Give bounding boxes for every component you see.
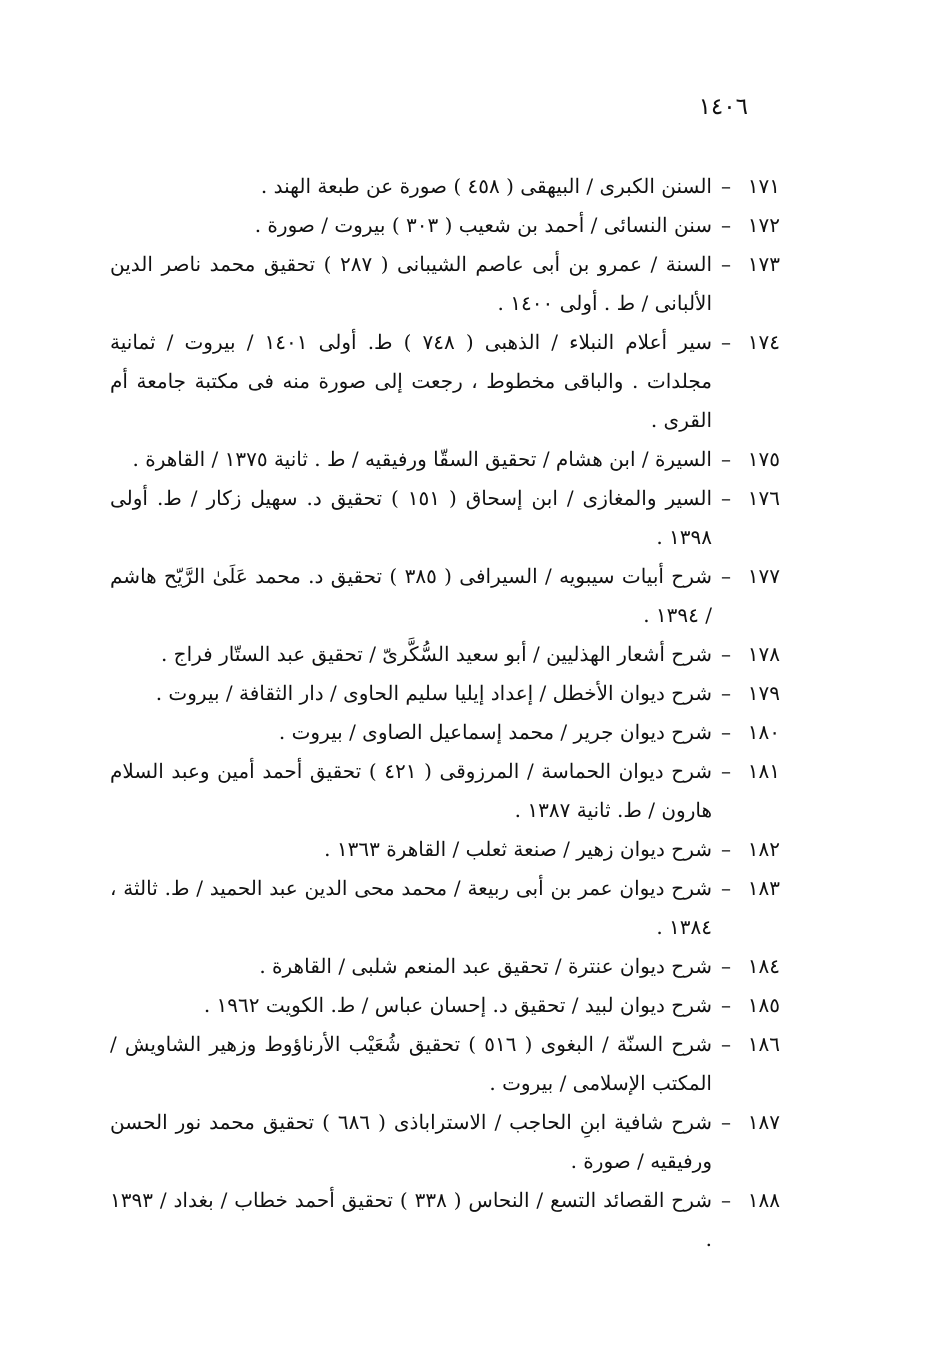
reference-entry [110, 323, 780, 440]
references-list [110, 167, 780, 1259]
reference-entry [110, 1025, 780, 1103]
page-number: ١٤٠٦ [698, 94, 748, 120]
entry-dash: – [721, 876, 731, 900]
entry-dash: – [721, 564, 731, 588]
entry-number: ١٧٥ [747, 447, 780, 471]
reference-entry [110, 206, 780, 245]
entry-dash: – [721, 252, 731, 276]
reference-entry [110, 479, 780, 557]
entry-number: ١٨٢ [747, 837, 780, 861]
entry-number: ١٨٧ [747, 1110, 780, 1134]
entry-text: شرح أبيات سيبويه / السيرافى ( ٣٨٥ ) تحقيق د. محمد عَلَىٰ الرَّيّح هاشم / ١٣٩٤ . [110, 564, 713, 627]
entry-dash: – [721, 1032, 731, 1056]
reference-entry [110, 713, 780, 752]
entry-number: ١٧٦ [747, 486, 780, 510]
entry-dash: – [721, 954, 731, 978]
entry-number: ١٨٥ [747, 993, 780, 1017]
entry-dash: – [721, 174, 731, 198]
entry-number: ١٧٩ [747, 681, 780, 705]
entry-dash: – [721, 330, 731, 354]
reference-entry [110, 440, 780, 479]
entry-dash: – [721, 759, 731, 783]
reference-entry [110, 557, 780, 635]
entry-dash: – [721, 447, 731, 471]
entry-text: شرح أشعار الهذليين / أبو سعيد السُّكَّرىّ / تحقيق عبد الستّار فراج . [160, 642, 712, 666]
entry-number: ١٧٨ [747, 642, 780, 666]
entry-number: ١٨٦ [747, 1032, 780, 1056]
entry-number: ١٨١ [747, 759, 780, 783]
entry-dash: – [721, 486, 731, 510]
entry-text: شرح ديوان زهير / صنعة ثعلب / القاهرة ١٣٦٣ . [324, 837, 712, 861]
reference-entry [110, 752, 780, 830]
entry-text: شرح ديوان عمر بن أبى ربيعة / محمد محى الدين عبد الحميد / ط. ثالثة ، ١٣٨٤ . [110, 876, 712, 939]
entry-number: ١٧١ [747, 174, 780, 198]
entry-number: ١٨٨ [747, 1188, 780, 1212]
entry-dash: – [721, 213, 731, 237]
entry-text: شرح ديوان الحماسة / المرزوقى ( ٤٢١ ) تحقيق أحمد أمين وعبد السلام هارون / ط. ثانية ١٣٨٧ . [110, 759, 712, 822]
entry-text: شرح ديوان الأخطل / إعداد إيليا سليم الحاوى / دار الثقافة / بيروت . [155, 681, 712, 705]
reference-entry [110, 986, 780, 1025]
entry-dash: – [721, 720, 731, 744]
entry-dash: – [721, 642, 731, 666]
entry-number: ١٨٠ [747, 720, 780, 744]
entry-dash: – [721, 681, 731, 705]
reference-entry [110, 167, 780, 206]
entry-dash: – [721, 993, 731, 1017]
entry-text: شرح السنّة / البغوى ( ٥١٦ ) تحقيق شُعَيْب الأرناؤوط وزهير الشاويش / المكتب الإسلامى / بيروت . [110, 1032, 712, 1095]
entry-text: سير أعلام النبلاء / الذهبى ( ٧٤٨ ) ط. أولى ١٤٠١ / بيروت / ثمانية مجلدات . والباقى مخطوط ، رجعت إلى صورة منه فى مكتبة جامعة أم القرى . [110, 330, 713, 432]
reference-entry [110, 1181, 780, 1259]
entry-dash: – [721, 1188, 731, 1212]
entry-text: شرح شافية ابنِ الحاجب / الاستراباذى ( ٦٨٦ ) تحقيق محمد نور الحسن ورفيقيه / صورة . [110, 1110, 712, 1173]
entry-number: ١٧٧ [747, 564, 780, 588]
reference-entry [110, 1103, 780, 1181]
entry-dash: – [721, 1110, 731, 1134]
entry-dash: – [721, 837, 731, 861]
entry-text: السيرة / ابن هشام / تحقيق السقّا ورفيقيه / ط . ثانية ١٣٧٥ / القاهرة . [132, 447, 712, 471]
entry-number: ١٧٢ [747, 213, 780, 237]
reference-entry [110, 869, 780, 947]
entry-number: ١٨٣ [747, 876, 780, 900]
reference-entry [110, 674, 780, 713]
reference-entry [110, 635, 780, 674]
entry-text: السنة / عمرو بن أبى عاصم الشيبانى ( ٢٨٧ ) تحقيق محمد ناصر الدين الألبانى / ط . أولى ١٤٠٠ . [110, 252, 713, 315]
entry-text: شرح ديوان لبيد / تحقيق د. إحسان عباس / ط. الكويت ١٩٦٢ . [203, 993, 712, 1017]
reference-entry [110, 830, 780, 869]
entry-number: ١٧٤ [747, 330, 780, 354]
entry-number: ١٧٣ [747, 252, 780, 276]
entry-text: سنن النسائى / أحمد بن شعيب ( ٣٠٣ ) بيروت / صورة . [254, 213, 712, 237]
entry-text: السير والمغازى / ابن إسحاق ( ١٥١ ) تحقيق د. سهيل زكار / ط. أولى ١٣٩٨ . [110, 486, 713, 549]
entry-text: شرح ديوان عنترة / تحقيق عبد المنعم شلبى / القاهرة . [259, 954, 712, 978]
reference-entry [110, 245, 780, 323]
entry-text: شرح القصائد التسع / النحاس ( ٣٣٨ ) تحقيق أحمد خطاب / بغداد / ١٣٩٣ . [110, 1188, 713, 1251]
entry-text: السنن الكبرى / البيهقى ( ٤٥٨ ) صورة عن طبعة الهند . [260, 174, 712, 198]
entry-number: ١٨٤ [747, 954, 780, 978]
reference-entry [110, 947, 780, 986]
entry-text: شرح ديوان جرير / محمد إسماعيل الصاوى / بيروت . [278, 720, 712, 744]
